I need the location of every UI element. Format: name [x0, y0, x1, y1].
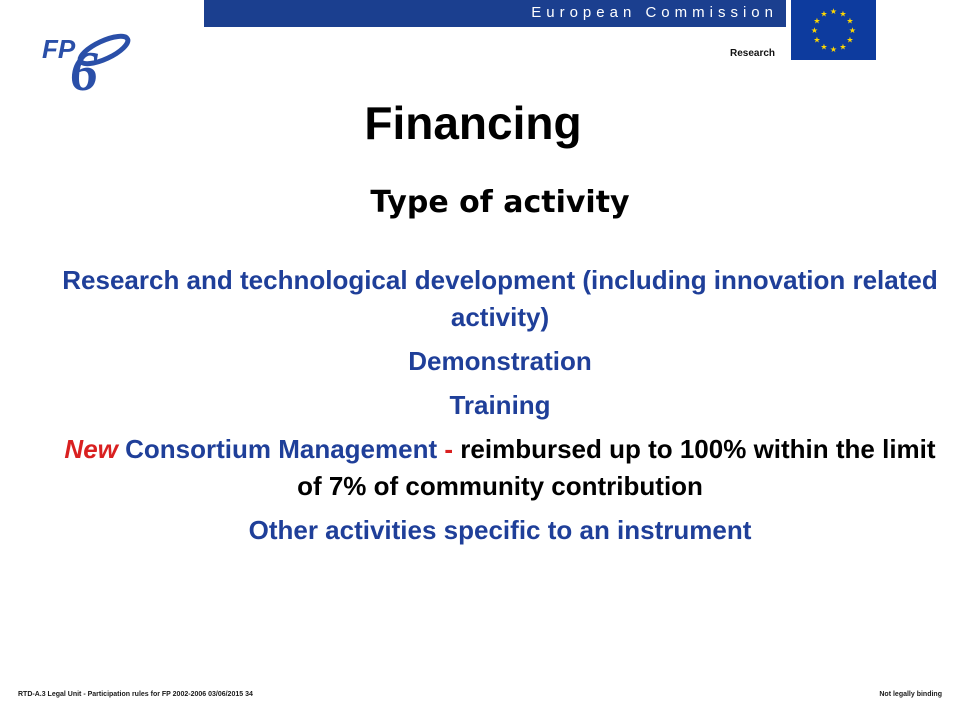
fp6-logo-swoosh	[77, 31, 132, 69]
slide-subtitle: Type of activity	[370, 185, 630, 220]
eu-flag-graphic	[791, 0, 876, 60]
consortium-management-text: Consortium Management	[117, 434, 445, 464]
eu-flag-icon	[791, 0, 876, 60]
flag-star-icon: ★	[829, 45, 838, 54]
flag-star-icon: ★	[846, 16, 854, 26]
activity-list	[60, 262, 940, 556]
flag-star-icon: ★	[820, 9, 828, 19]
flag-star-icon: ★	[813, 16, 821, 26]
list-item: Demonstration	[408, 346, 592, 376]
reimbursement-text: reimbursed up to 100% within the limit of 7% of community contribution	[297, 434, 936, 501]
flag-star-icon: ★	[839, 42, 847, 52]
list-item: Research and technological development (including innovation related activity)	[62, 265, 938, 332]
new-label: New	[64, 434, 118, 464]
item-dash: -	[444, 434, 454, 464]
research-label: Research	[730, 48, 776, 59]
flag-star-icon: ★	[813, 35, 821, 45]
flag-star-icon: ★	[848, 26, 857, 35]
fp6-logo-number: 6	[70, 41, 98, 94]
flag-star-icon: ★	[810, 26, 819, 35]
fp6-logo-icon	[40, 28, 134, 94]
list-item-consortium	[60, 431, 940, 505]
flag-star-icon: ★	[829, 7, 838, 16]
footer-left-text: RTD-A.3 Legal Unit - Participation rules for FP 2002-2006 03/06/2015 34	[18, 691, 253, 698]
footer-right-text: Not legally binding	[879, 691, 942, 698]
banner-text: European Commission	[531, 4, 778, 21]
list-item: Training	[449, 390, 551, 420]
flag-star-icon: ★	[846, 35, 854, 45]
european-commission-banner	[204, 0, 786, 27]
fp6-logo-letters: FP	[42, 34, 76, 64]
flag-star-icon: ★	[820, 42, 828, 52]
list-item: Other activities specific to an instrument	[248, 515, 752, 545]
flag-star-icon: ★	[839, 9, 847, 19]
slide-title: Financing	[364, 97, 582, 149]
